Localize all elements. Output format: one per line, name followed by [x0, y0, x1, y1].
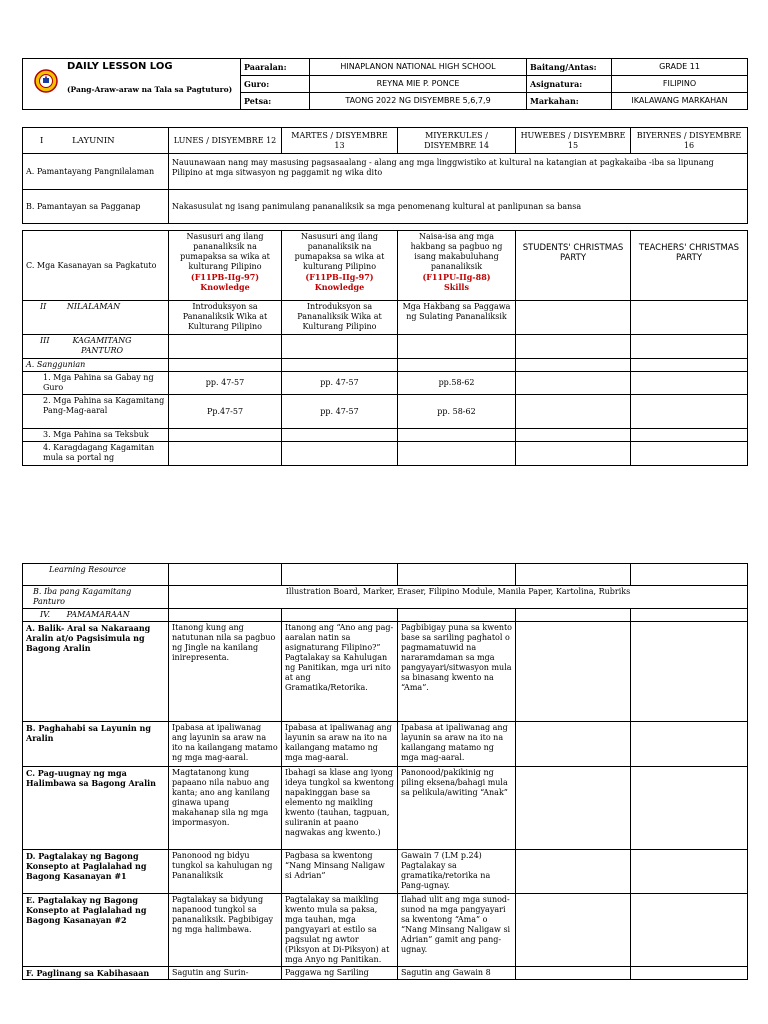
balik-aral-tuesday: Itanong ang “Ano ang pag-aaralan natin sa asignaturang Filipino?” Pagtalakay sa Kahulugan ng Panitikan, mga uri nito at ang Gramatika/Retorika.	[282, 622, 398, 722]
sanggunian-empty-2	[282, 359, 398, 372]
gabay-guro-friday	[631, 372, 748, 395]
label-asignatura: Asignatura:	[527, 76, 612, 93]
value-paaralan: HINAPLANON NATIONAL HIGH SCHOOL	[310, 59, 527, 76]
teksbuk-friday	[631, 429, 748, 442]
lr-empty-4	[516, 564, 631, 586]
proc-empty-2	[282, 609, 398, 622]
label-learning-resource: Learning Resource	[23, 564, 169, 586]
day-monday: LUNES / DISYEMBRE 12	[169, 128, 282, 154]
day-thursday: HUWEBES / DISYEMBRE 15	[516, 128, 631, 154]
paghahabi-monday: Ipabasa at ipaliwanag ang layunin sa araw na ito na kailangang matamo ng mga mag-aaral.	[169, 722, 282, 767]
kagamitang-wednesday: pp. 58-62	[398, 395, 516, 429]
competency-wednesday-code: (F11PU-IIg-88)	[422, 272, 491, 282]
label-gabay-guro: 1. Mga Pahina sa Gabay ng Guro	[23, 372, 169, 395]
karagdagan-thursday	[516, 442, 631, 466]
label-kasanayan: C. Mga Kasanayan sa Pagkatuto	[23, 231, 169, 301]
students-christmas-party: STUDENTS' CHRISTMAS PARTY	[516, 231, 631, 301]
label-markahan: Markahan:	[527, 93, 612, 110]
proc-empty-4	[516, 609, 631, 622]
lr-empty-5	[631, 564, 748, 586]
kagamitang-thursday	[516, 395, 631, 429]
materials-empty-1	[169, 335, 282, 359]
value-baitang: GRADE 11	[612, 59, 748, 76]
label-paaralan: Paaralan:	[241, 59, 310, 76]
pag-uugnay-thursday	[516, 767, 631, 850]
section-iii-num: III	[40, 336, 50, 345]
proc-empty-5	[631, 609, 748, 622]
sanggunian-empty-4	[516, 359, 631, 372]
doc-title: DAILY LESSON LOG	[67, 61, 173, 72]
label-kagamitang-mag-aaral: 2. Mga Pahina sa Kagamitang Pang-Mag-aaral	[23, 395, 169, 429]
content-monday: Introduksyon sa Pananaliksik Wika at Kulturang Pilipino	[169, 301, 282, 335]
paglinang-tuesday: Paggawa ng Sariling	[282, 967, 398, 980]
lr-empty-1	[169, 564, 282, 586]
doc-subtitle: (Pang-Araw-araw na Tala sa Pagtuturo)	[67, 85, 233, 94]
pagtalakay-1-wednesday: Gawain 7 (LM p.24) Pagtalakay sa gramatika/retorika na Pang-ugnay.	[398, 850, 516, 894]
competency-tuesday-code: (F11PB-IIg-97)	[305, 272, 374, 282]
section-iv-header	[23, 609, 169, 622]
content-tuesday: Introduksyon sa Pananaliksik Wika at Kulturang Pilipino	[282, 301, 398, 335]
balik-aral-thursday	[516, 622, 631, 722]
label-pag-uugnay: C. Pag-uugnay ng mga Halimbawa sa Bagong Aralin	[23, 767, 169, 850]
teksbuk-tuesday	[282, 429, 398, 442]
label-paghahabi: B. Paghahabi sa Layunin ng Aralin	[23, 722, 169, 767]
competency-wednesday	[398, 231, 516, 301]
label-baitang: Baitang/Antas:	[527, 59, 612, 76]
procedure-table	[22, 563, 748, 980]
lr-empty-3	[398, 564, 516, 586]
pagtalakay-1-friday	[631, 850, 748, 894]
paghahabi-thursday	[516, 722, 631, 767]
pagtalakay-2-thursday	[516, 894, 631, 967]
teksbuk-thursday	[516, 429, 631, 442]
kagamitang-tuesday: pp. 47-57	[282, 395, 398, 429]
gabay-guro-wednesday: pp.58-62	[398, 372, 516, 395]
paghahabi-wednesday: Ipabasa at ipaliwanag ang layunin sa araw na ito na kailangang matamo ng mga mag-aaral.	[398, 722, 516, 767]
karagdagan-wednesday	[398, 442, 516, 466]
teksbuk-monday	[169, 429, 282, 442]
label-teksbuk: 3. Mga Pahina sa Teksbuk	[23, 429, 169, 442]
label-petsa: Petsa:	[241, 93, 310, 110]
kagamitang-friday	[631, 395, 748, 429]
pagtalakay-2-friday	[631, 894, 748, 967]
section-i-title: LAYUNIN	[72, 135, 115, 146]
pagtalakay-1-monday: Panonood ng bidyu tungkol sa kahulugan ng Pananaliksik	[169, 850, 282, 894]
materials-empty-4	[516, 335, 631, 359]
header-table	[22, 58, 748, 110]
section-iii-title: KAGAMITANG PANTURO	[72, 336, 132, 355]
sanggunian-empty-1	[169, 359, 282, 372]
label-iba-pang-kagamitan: B. Iba pang Kagamitang Panturo	[23, 586, 169, 609]
materials-empty-5	[631, 335, 748, 359]
competency-tuesday-tag: Knowledge	[314, 282, 365, 292]
label-pagtalakay-2: E. Pagtalakay ng Bagong Konsepto at Paglalahad ng Bagong Kasanayan #2	[23, 894, 169, 967]
competency-monday-code: (F11PB-IIg-97)	[190, 272, 260, 282]
pag-uugnay-monday: Magtatanong kung papaano nila nabuo ang kanta; ano ang kanilang ginawa upang makahanap sila ng mga impormasyon.	[169, 767, 282, 850]
teksbuk-wednesday	[398, 429, 516, 442]
section-ii-header	[23, 301, 169, 335]
pag-uugnay-friday	[631, 767, 748, 850]
materials-empty-3	[398, 335, 516, 359]
section-i-header	[23, 128, 169, 154]
balik-aral-friday	[631, 622, 748, 722]
paglinang-monday: Sagutin ang Surin-	[169, 967, 282, 980]
sanggunian-empty-5	[631, 359, 748, 372]
pag-uugnay-wednesday: Panonood/pakikinig ng piling eksena/bahagi mula sa pelikula/awiting “Anak”	[398, 767, 516, 850]
pagtalakay-2-wednesday: Ilahad ulit ang mga sunod-sunod na mga pangyayari sa kwentong “Ama” o “Nang Minsang Naligaw si Adrian” gamit ang pang-ugnay.	[398, 894, 516, 967]
sanggunian-empty-3	[398, 359, 516, 372]
label-pamantayan-pagganap: B. Pamantayan sa Pagganap	[23, 190, 169, 224]
content-thursday	[516, 301, 631, 335]
value-petsa: TAONG 2022 NG DISYEMBRE 5,6,7,9	[310, 93, 527, 110]
text-pamantayang-pangnilalaman: Nauunawaan nang may masusing pagsasaalang - alang ang mga linggwistiko at kultural na katangian at pagkakaiba -iba sa lipunang Pilipino at mga sitwasyon ng paggamit ng wika dito	[169, 154, 748, 190]
day-tuesday: MARTES / DISYEMBRE 13	[282, 128, 398, 154]
pagtalakay-1-tuesday: Pagbasa sa kwentong “Nang Minsang Naligaw si Adrian”	[282, 850, 398, 894]
value-markahan: IKALAWANG MARKAHAN	[612, 93, 748, 110]
day-wednesday: MIYERKULES / DISYEMBRE 14	[398, 128, 516, 154]
paghahabi-tuesday: Ipabasa at ipaliwanag ang layunin sa araw na ito na kailangang matamo ng mga mag-aaral.	[282, 722, 398, 767]
competency-monday	[169, 231, 282, 301]
competency-tuesday-text: Nasusuri ang ilang pananaliksik na pumapaksa sa wika at kulturang Pilipino	[294, 232, 385, 271]
karagdagan-tuesday	[282, 442, 398, 466]
text-pamantayan-pagganap: Nakasusulat ng isang panimulang pananaliksik sa mga penomenang kultural at panlipunan sa bansa	[169, 190, 748, 224]
balik-aral-wednesday: Pagbibigay puna sa kwento base sa sariling paghatol o pagmamatuwid na nararamdaman sa mga pangyayari/sitwasyon mula sa binasang kwento na “Ama”.	[398, 622, 516, 722]
label-guro: Guro:	[241, 76, 310, 93]
teachers-christmas-party: TEACHERS' CHRISTMAS PARTY	[631, 231, 748, 301]
paghahabi-friday	[631, 722, 748, 767]
gabay-guro-monday: pp. 47-57	[169, 372, 282, 395]
lr-empty-2	[282, 564, 398, 586]
section-ii-num: II	[40, 302, 47, 311]
competency-monday-tag: Knowledge	[200, 282, 250, 292]
objectives-table	[22, 127, 748, 224]
pag-uugnay-tuesday: Ibahagi sa klase ang iyong ideya tungkol sa kwentong napakinggan base sa elemento ng maikling kwento (tauhan, tagpuan, suliranin at paano nagwakas ang kwento.)	[282, 767, 398, 850]
karagdagan-monday	[169, 442, 282, 466]
value-guro: REYNA MIE P. PONCE	[310, 76, 527, 93]
text-iba-pang-kagamitan: Illustration Board, Marker, Eraser, Filipino Module, Manila Paper, Kartolina, Rubriks	[169, 586, 748, 609]
section-iv-title: PAMAMARAAN	[66, 610, 130, 619]
content-friday	[631, 301, 748, 335]
content-wednesday: Mga Hakbang sa Paggawa ng Sulating Pananaliksik	[398, 301, 516, 335]
competency-wednesday-tag: Skills	[444, 282, 469, 292]
section-iii-header	[23, 335, 169, 359]
competency-monday-text: Nasusuri ang ilang pananaliksik na pumapaksa sa wika at kulturang Pilipino	[180, 232, 270, 271]
competency-tuesday	[282, 231, 398, 301]
proc-empty-3	[398, 609, 516, 622]
label-pamantayang-pangnilalaman: A. Pamantayang Pangnilalaman	[23, 154, 169, 190]
label-sanggunian: A. Sanggunian	[23, 359, 169, 372]
section-ii-title: NILALAMAN	[66, 302, 121, 311]
gabay-guro-thursday	[516, 372, 631, 395]
paglinang-friday	[631, 967, 748, 980]
section-i-num: I	[40, 135, 44, 146]
pagtalakay-2-monday: Pagtalakay sa bidyung napanood tungkol sa pananaliksik. Pagbibigay ng mga halimbawa.	[169, 894, 282, 967]
label-paglinang: F. Paglinang sa Kabihasaan	[23, 967, 169, 980]
day-friday: BIYERNES / DISYEMBRE 16	[631, 128, 748, 154]
label-balik-aral: A. Balik- Aral sa Nakaraang Aralin at/o Pagsisimula ng Bagong Aralin	[23, 622, 169, 722]
header-title-cell	[23, 59, 241, 110]
competencies-table	[22, 230, 748, 466]
pagtalakay-1-thursday	[516, 850, 631, 894]
label-pagtalakay-1: D. Pagtalakay ng Bagong Konsepto at Paglalahad ng Bagong Kasanayan #1	[23, 850, 169, 894]
label-karagdagang-kagamitan: 4. Karagdagang Kagamitan mula sa portal ng	[23, 442, 169, 466]
value-asignatura: FILIPINO	[612, 76, 748, 93]
balik-aral-monday: Itanong kung ang natutunan nila sa pagbuo ng Jingle na kanilang inirepresenta.	[169, 622, 282, 722]
karagdagan-friday	[631, 442, 748, 466]
materials-empty-2	[282, 335, 398, 359]
pagtalakay-2-tuesday: Pagtalakay sa maikling kwento mula sa paksa, mga tauhan, mga pangyayari at estilo sa pagsulat ng awtor (Piksyon at Di-Piksyon) at mga Anyo ng Panitikan.	[282, 894, 398, 967]
paglinang-thursday	[516, 967, 631, 980]
paglinang-wednesday: Sagutin ang Gawain 8	[398, 967, 516, 980]
gabay-guro-tuesday: pp. 47-57	[282, 372, 398, 395]
kagamitang-monday: Pp.47-57	[169, 395, 282, 429]
competency-wednesday-text: Naisa-isa ang mga hakbang sa pagbuo ng isang makabuluhang pananaliksik	[410, 232, 503, 271]
proc-empty-1	[169, 609, 282, 622]
section-iv-num: IV.	[40, 610, 51, 619]
